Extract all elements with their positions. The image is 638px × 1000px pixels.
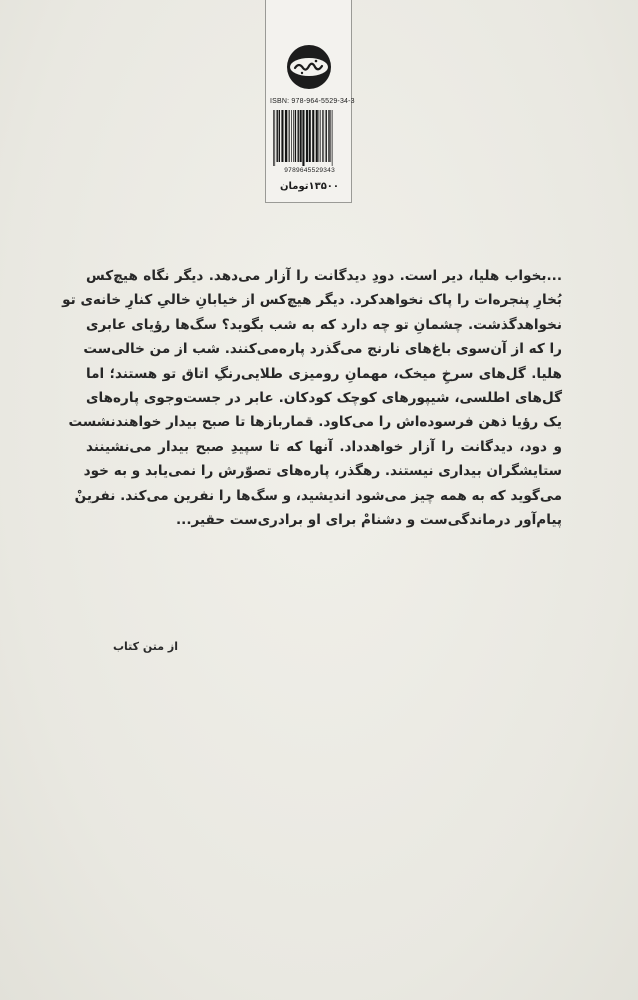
- publisher-logo-icon: [286, 44, 332, 90]
- barcode-bar: [332, 110, 333, 166]
- barcode-bar: [319, 110, 320, 162]
- excerpt-line: ...بخواب هلیا، دیر است. دودِ دیدگانت را آزار می‌دهد. دیگر نگاه هیچ‌کس: [86, 268, 562, 284]
- barcode-bar: [306, 110, 308, 162]
- barcode-bar: [289, 110, 290, 162]
- barcode-digits: 9789645529343: [284, 167, 335, 174]
- barcode-bar: [288, 110, 289, 162]
- barcode-bar: [293, 110, 294, 162]
- barcode-bar: [298, 110, 299, 162]
- barcode-bar: [326, 110, 327, 162]
- barcode-bar: [274, 110, 275, 166]
- barcode-bar: [279, 110, 280, 162]
- excerpt-line: را که از آن‌سوی باغ‌های نارنج می‌گذرد پاره‌می‌کنند. شب از من خالی‌ست: [83, 341, 562, 358]
- excerpt-line: یک رؤیا ذهن فرسوده‌اش را می‌کاود. قماربازها تا صبح بیدار خواهندنشست: [68, 414, 562, 431]
- barcode-bar: [295, 110, 296, 162]
- barcode-bar: [322, 110, 323, 162]
- barcode-bar: [302, 110, 304, 166]
- barcode-bar: [300, 110, 302, 162]
- excerpt-line: گل‌های اطلسی، شیپورهای کوچک کودکان. عابر در جست‌وجوی پاره‌های: [86, 390, 562, 407]
- excerpt-line: هلیا. گل‌های سرخِ میخک، مهمانِ رومیزی طلایی‌رنگِ اتاق تو هستند؛ اما: [86, 365, 562, 382]
- barcode-bar: [330, 110, 331, 162]
- barcode-bar: [285, 110, 287, 162]
- barcode-bar: [323, 110, 324, 162]
- barcode-bar: [291, 110, 292, 162]
- excerpt-line: ستایشگران بیداری نیستند. رهگذر، پاره‌های تصوّرش را نمی‌یابد و به خود: [83, 463, 562, 480]
- barcode-bar: [320, 110, 321, 162]
- excerpt-line: نخواهدگذشت. چشمانِ تو چه دارد که به شب بگوید؟ سگ‌ها رؤیای عابری: [86, 316, 562, 333]
- barcode-bar: [312, 110, 314, 162]
- barcode-bar: [316, 110, 318, 162]
- barcode-bar: [281, 110, 283, 162]
- book-excerpt: [62, 264, 562, 532]
- excerpt-line: بُخارِ پنجره‌ات را پاک نخواهدکرد. دیگر هیچ‌کس از خیابانِ خالیِ کنارِ خانه‌ی تو: [62, 292, 562, 309]
- excerpt-line: و دود، دیدگانت را آزار خواهدداد. آنها که تا سپیدِ صبح بیدار می‌نشینند: [86, 438, 562, 455]
- price: ۱۳۵۰۰تومان: [279, 181, 340, 192]
- isbn-label: [265, 0, 355, 203]
- barcode-bar: [273, 110, 274, 166]
- excerpt-line: پیام‌آور درماندگی‌ست و دشنامْ برای او برادری‌ست حقیر...: [176, 512, 562, 529]
- barcode-bar: [309, 110, 311, 162]
- barcode: [272, 110, 348, 166]
- barcode-bar: [277, 110, 278, 162]
- excerpt-line: می‌گوید که به همه چیز می‌شود اندیشید، و سگ‌ها را نفرین می‌کند. نفرینْ: [74, 487, 562, 504]
- excerpt-source: از متن کتاب: [112, 640, 178, 653]
- isbn-number: ISBN: 978-964-5529-34-3: [270, 98, 355, 105]
- barcode-bar: [328, 110, 329, 162]
